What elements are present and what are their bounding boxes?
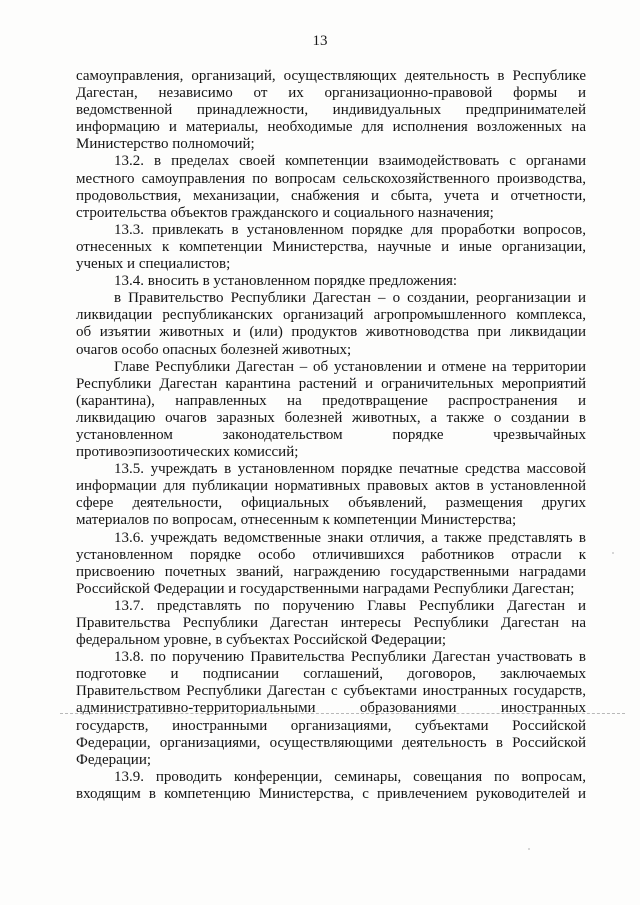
scan-artifact-line — [60, 713, 625, 714]
text-line: отнесенных к компетенции Министерства, научные и иные организации, — [76, 238, 586, 255]
page-number: 13 — [312, 33, 328, 49]
text-line: 13.4. вносить в установленном порядке предложения: — [114, 273, 458, 290]
text-line: местного самоуправления по вопросам сельскохозяйственного производства, — [76, 170, 586, 187]
scan-artifact-dot — [612, 552, 614, 554]
text-line: в Правительство Республики Дагестан – о создании, реорганизации и — [114, 290, 586, 307]
text-line: материалов по вопросам, отнесенным к компетенции Министерства; — [76, 512, 517, 529]
text-line: 13.6. учреждать ведомственные знаки отличия, а также представлять в — [114, 529, 586, 546]
text-line: 13.2. в пределах своей компетенции взаимодействовать с органами — [114, 153, 586, 170]
document-body — [76, 68, 586, 803]
text-line: 13.7. представлять по поручению Главы Республики Дагестан и — [114, 597, 586, 614]
text-line: 13.3. привлекать в установленном порядке для проработки вопросов, — [114, 221, 586, 238]
text-line: строительства объектов гражданского и социального назначения; — [76, 204, 494, 221]
text-line: установленном порядке особо отличившихся работников отрасли к — [76, 546, 586, 563]
text-line: входящим в компетенцию Министерства, с привлечением руководителей и — [76, 785, 586, 802]
text-line: Министерство полномочий; — [76, 136, 255, 153]
text-line: информацию и материалы, необходимые для исполнения возложенных на — [76, 119, 586, 136]
text-line: самоуправления, организаций, осуществляющих деятельность в Республике — [76, 68, 586, 84]
text-line: Правительством Республики Дагестан с субъектами иностранных государств, — [76, 683, 586, 700]
text-line: сфере деятельности, официальных объявлений, размещения других — [76, 495, 586, 512]
text-line: Федерации; — [76, 751, 152, 768]
text-line: ликвидацию очагов заразных болезней животных, а также о создании в — [76, 409, 586, 426]
text-line: Российской Федерации и государственными наградами Республики Дагестан; — [76, 580, 575, 597]
text-line: продовольствия, механизации, снабжения и сбыта, учета и отчетности, — [76, 187, 586, 204]
text-line: Правительства Республики Дагестан интересы Республики Дагестан на — [76, 615, 586, 631]
text-line: об изъятии животных и (или) продуктов животноводства при ликвидации — [76, 324, 586, 341]
text-line: (карантина), направленных на предотвращение распространения и — [76, 392, 586, 409]
text-line: противоэпизоотических комиссий; — [76, 444, 299, 461]
text-line: очагов особо опасных болезней животных; — [76, 341, 352, 358]
text-line: ведомственной принадлежности, индивидуальных предпринимателей — [76, 102, 586, 119]
text-line: Федерации, организациями, осуществляющими деятельность в Российской — [76, 734, 586, 751]
text-line: ликвидации республиканских организаций агропромышленного комплекса, — [76, 307, 586, 324]
text-line: Дагестан, независимо от их организационно-правовой формы и — [76, 85, 586, 102]
text-line: 13.9. проводить конференции, семинары, совещания по вопросам, — [114, 768, 586, 785]
text-line: Главе Республики Дагестан – об установлении и отмене на территории — [114, 358, 586, 375]
text-line: информации для публикации нормативных правовых актов в установленной — [76, 478, 586, 495]
text-line: установленном законодательством порядке чрезвычайных — [76, 426, 586, 443]
text-line: государств, иностранными организациями, субъектами Российской — [76, 717, 586, 734]
text-line: ученых и специалистов; — [76, 256, 231, 273]
scan-artifact-dot — [528, 848, 530, 850]
text-line: подготовке и подписании соглашений, договоров, заключаемых — [76, 666, 586, 683]
text-line: Республики Дагестан карантина растений и ограничительных мероприятий — [76, 375, 586, 392]
text-line: 13.5. учреждать в установленном порядке печатные средства массовой — [114, 461, 586, 478]
text-line: 13.8. по поручению Правительства Республики Дагестан участвовать в — [114, 649, 586, 666]
text-line: федеральном уровне, в субъектах Российской Федерации; — [76, 632, 447, 649]
text-line: присвоению почетных званий, награждению государственными наградами — [76, 563, 586, 580]
text-line: административно-территориальными образованиями иностранных — [76, 700, 586, 717]
